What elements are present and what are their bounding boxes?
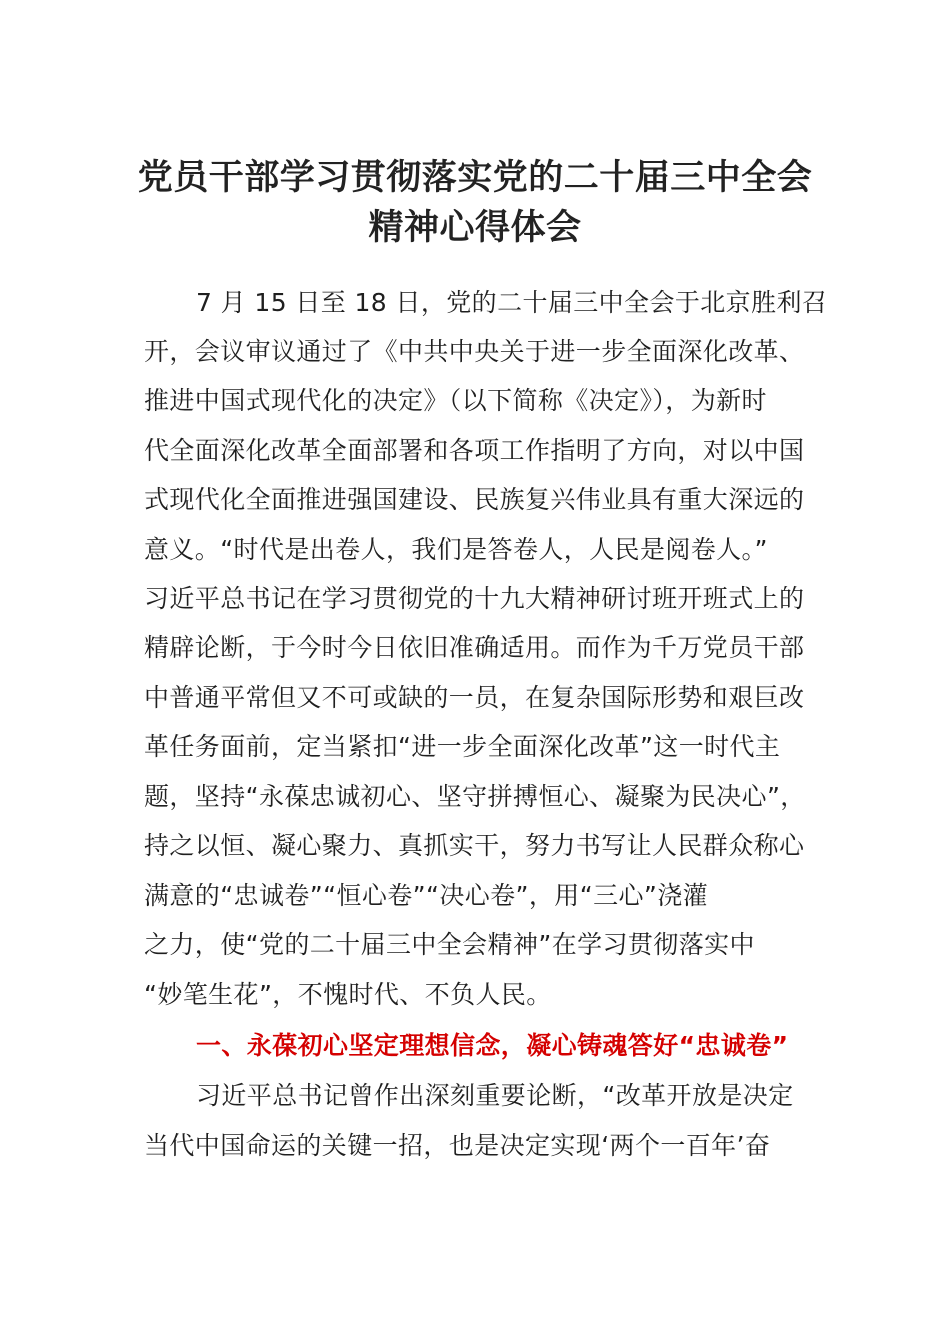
document-title-line-1: 党员干部学习贯彻落实党的二十届三中全会 xyxy=(137,158,813,198)
body-line: “妙笔生花”，不愧时代、不负人民。 xyxy=(144,980,552,1009)
body-line: 习近平总书记在学习贯彻党的十九大精神研讨班开班式上的 xyxy=(144,584,805,613)
body-line: 题，坚持“永葆忠诚初心、坚守拼搏恒心、凝聚为民决心”， xyxy=(144,782,806,811)
body-line: 开，会议审议通过了《中共中央关于进一步全面深化改革、 xyxy=(144,337,805,366)
body-line: 革任务面前，定当紧扣“进一步全面深化改革”这一时代主 xyxy=(144,732,781,761)
section-body-line: 习近平总书记曾作出深刻重要论断，“改革开放是决定 xyxy=(196,1081,794,1110)
body-line: 意义。“时代是出卷人，我们是答卷人，人民是阅卷人。” xyxy=(144,535,768,564)
body-line: 持之以恒、凝心聚力、真抓实干，努力书写让人民群众称心 xyxy=(144,831,805,860)
body-line: 式现代化全面推进强国建设、民族复兴伟业具有重大深远的 xyxy=(144,485,805,514)
body-line: 满意的“忠诚卷”“恒心卷”“决心卷”，用“三心”浇灌 xyxy=(144,881,709,910)
body-line: 7 月 15 日至 18 日，党的二十届三中全会于北京胜利召 xyxy=(196,288,828,317)
body-line: 精辟论断，于今时今日依旧准确适用。而作为千万党员干部 xyxy=(144,633,805,662)
body-line: 之力，使“党的二十届三中全会精神”在学习贯彻落实中 xyxy=(144,930,755,959)
body-line: 推进中国式现代化的决定》（以下简称《决定》），为新时 xyxy=(144,386,767,415)
section-heading: 一、永葆初心坚定理想信念，凝心铸魂答好“忠诚卷” xyxy=(196,1031,789,1060)
body-line: 中普通平常但又不可或缺的一员，在复杂国际形势和艰巨改 xyxy=(144,683,805,712)
document-title-line-2: 精神心得体会 xyxy=(368,208,582,248)
body-line: 代全面深化改革全面部署和各项工作指明了方向，对以中国 xyxy=(144,436,805,465)
section-body-line: 当代中国命运的关键一招，也是决定实现‘两个一百年’奋 xyxy=(144,1131,771,1160)
